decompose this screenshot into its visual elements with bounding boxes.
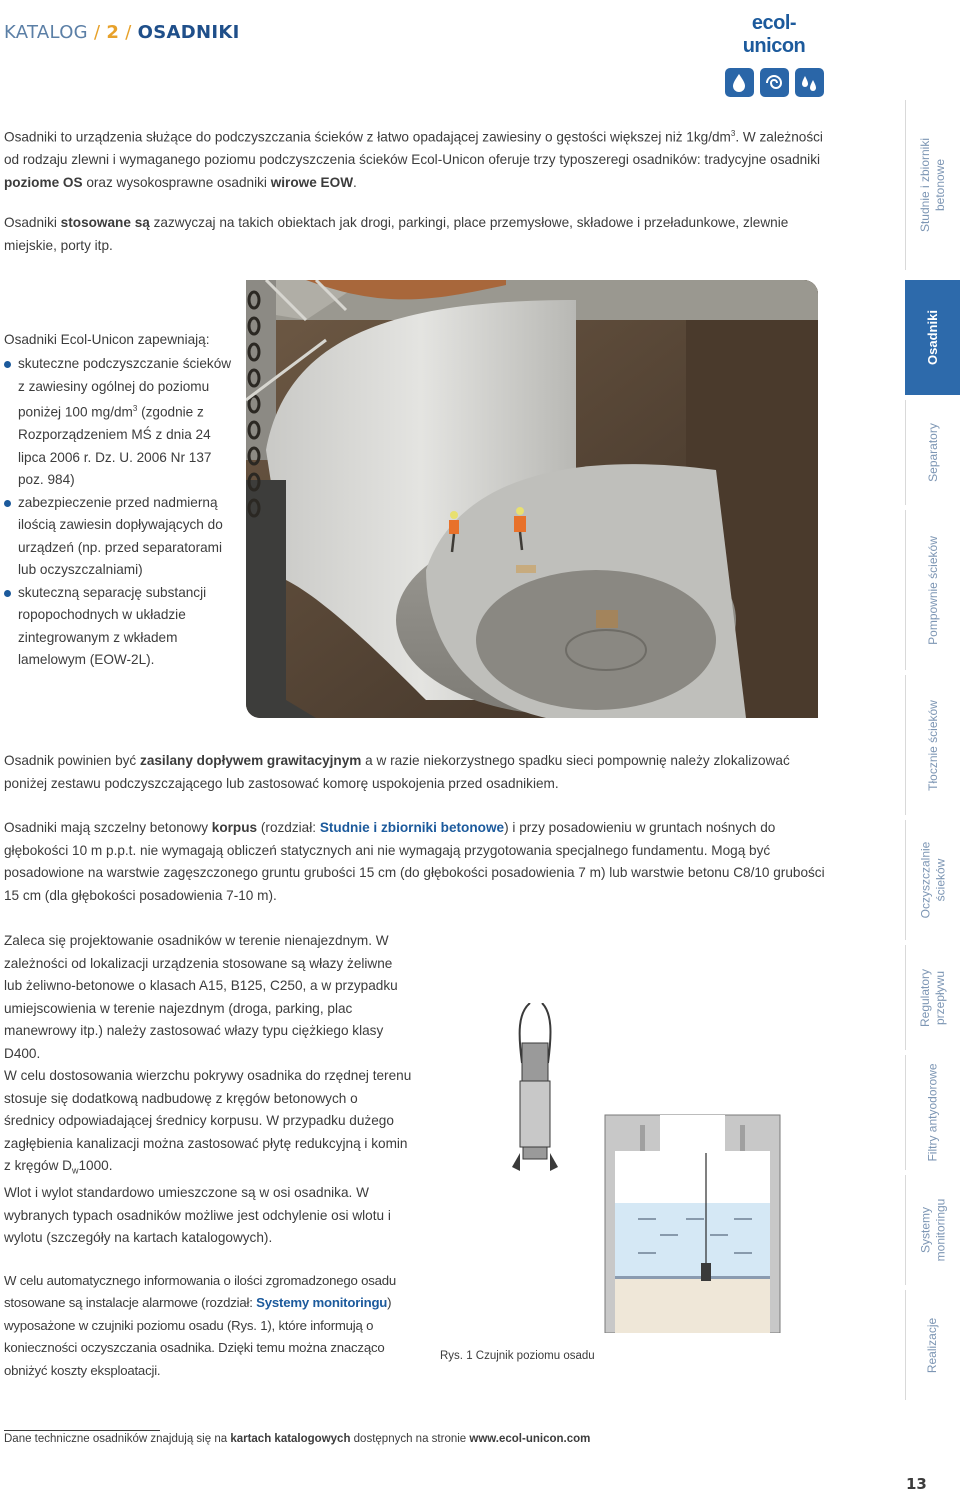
sludge-sensor-diagram <box>500 1003 810 1333</box>
body-paragraph-monitoring: W celu automatycznego informowania o ilości zgromadzonego osadu stosowane są instalacje alarmowe (rozdział: Systemy monitoringu) wyposażone w czujniki poziomu osadu (Rys. 1), które informują o konieczności oczyszczania osadnika. Dzięki temu można znacząco obniżyć koszty eksploatacji. <box>4 1272 397 1378</box>
website-link[interactable]: www.ecol-unicon.com <box>469 1433 591 1445</box>
installation-photo <box>246 280 818 718</box>
sidebar-item-filtry[interactable]: Filtry antyodorowe <box>905 1055 960 1170</box>
drops-icon <box>795 68 824 97</box>
footnote: Dane techniczne osadników znajdują się na kartach katalogowych dostępnych na stronie www.ecol-unicon.com <box>4 1433 591 1445</box>
water-drop-icon <box>725 68 754 97</box>
body-paragraph-nadbudowa: W celu dostosowania wierzchu pokrywy osadnika do rzędnej terenu stosuje się dodatkową nadbudowę z kręgów betonowych o średnicy odpowiadającej średnicy korpusu. W przypadku dużego zagłębienia kanalizacji można zastosować płytę redukcyjną i komin z kręgów $D_w1000$. <box>4 1068 412 1176</box>
logo-wordmark: ecol-unicon <box>742 12 806 57</box>
sidebar-item-tlocznie[interactable]: Tłocznie ścieków <box>905 675 960 815</box>
footnote-rule <box>4 1430 160 1431</box>
company-logo[interactable] <box>722 12 826 97</box>
crumb-catalog[interactable]: KATALOG <box>4 22 88 43</box>
advantages-list <box>4 353 232 672</box>
body-paragraph-korpus: Osadniki mają szczelny betonowy korpus (rozdział: Studnie i zbiorniki betonowe) i przy posadowieniu w gruntach nośnych do głębokości 10 m p.p.t. nie wymagają obliczeń statycznych ani nie wymagają przygotowania specjalnego fundamentu. Mogą być posadowione na warstwie zagęszczonego gruntu grubości 15 cm (do głębokości posadowienia 7 m) lub warstwie betonu C8/10 grubości 15 cm (dla głębokości posadowienia 7-10 m). <box>4 820 825 903</box>
list-item: skuteczne podczyszczanie ścieków z zawiesiny ogólnej do poziomu poniżej 100 $mg/dm^3$ (zgodnie z Rozporządzeniem MŚ z dnia 24 lipca 2006 r. Dz. U. 2006 Nr 137 poz. 984) <box>4 353 232 492</box>
body-paragraph-wlazy: Zaleca się projektowanie osadników w terenie nienajezdnym. W zależności od lokalizacji urządzenia stosowane są włazy żeliwne lub żeliwno-betonowe o klasach A15, B125, C250, a w przypadku umiejscowienia w terenie najezdnym (droga, parking, plac manewrowy itp.) należy zastosować włazy typu ciężkiego klasy D400. <box>4 933 398 1061</box>
left-column-text <box>4 930 412 1382</box>
list-item: zabezpieczenie przed nadmierną ilością zawiesin dopływających do urządzeń (np. przed separatorami lub oczyszczalniami) <box>4 492 232 582</box>
sidebar-item-realizacje[interactable]: Realizacje <box>905 1290 960 1400</box>
sidebar-item-separatory[interactable]: Separatory <box>905 400 960 505</box>
intro-paragraph-1: Osadniki to urządzenia służące do podczyszczania ścieków z łatwo opadającej zawiesiny o gęstości większej niż $1kg/dm^3$. W zależności od rodzaju zlewni i wymaganego poziomu podczyszczenia ścieków Ecol-Unicon oferuje trzy typoszeregi osadników: tradycyjne osadniki poziome OS oraz wysokosprawne osadniki wirowe EOW. <box>4 129 823 190</box>
page-header <box>0 0 960 90</box>
list-item: skuteczną separację substancji ropopochodnych w układzie zintegrowanym z wkładem lamelowym (EOW-2L). <box>4 582 232 672</box>
logo-icons <box>722 68 826 97</box>
sidebar-item-pompownie[interactable]: Pompownie ścieków <box>905 510 960 670</box>
sidebar-item-systemy[interactable]: Systemy monitoringu <box>905 1175 960 1285</box>
body-paragraph-gravity: Osadnik powinien być zasilany dopływem grawitacyjnym a w razie niekorzystnego spadku sieci pompownię należy zlokalizować poniżej zestawu podczyszczającego lub zastosować komorę uspokojenia przed osadnikiem. <box>4 753 790 791</box>
figure-caption: Rys. 1 Czujnik poziomu osadu <box>440 1350 595 1362</box>
crumb-separator: / <box>93 22 101 43</box>
swirl-icon <box>760 68 789 97</box>
crumb-separator: / <box>125 22 132 43</box>
chapter-sidebar <box>905 100 960 1420</box>
intro-paragraph-2: Osadniki stosowane są zazwyczaj na takich obiektach jak drogi, parkingi, place przemysłowe, składowe i przeładunkowe, zlewnie miejskie, porty itp. <box>4 215 789 253</box>
crumb-chapter-number: 2 <box>106 22 120 43</box>
page-number: 13 <box>906 1475 927 1493</box>
crumb-current: OSADNIKI <box>137 22 240 43</box>
sidebar-item-oczyszczalnie[interactable]: Oczyszczalnie ścieków <box>905 820 960 940</box>
breadcrumb <box>4 22 240 43</box>
sidebar-item-studnie[interactable]: Studnie i zbiorniki betonowe <box>905 100 960 270</box>
sidebar-item-osadniki[interactable]: Osadniki <box>905 280 960 395</box>
link-systemy-monitoringu[interactable]: Systemy monitoringu <box>256 1295 388 1311</box>
sidebar-item-regulatory[interactable]: Regulatory przepływu <box>905 945 960 1050</box>
body-paragraph-wlot: Wlot i wylot standardowo umieszczone są w osi osadnika. W wybranych typach osadników możliwe jest odchylenie osi wlotu i wylotu (szczegóły na kartach katalogowych). <box>4 1185 391 1246</box>
advantages-title: Osadniki Ecol-Unicon zapewniają: <box>4 332 210 347</box>
link-studnie[interactable]: Studnie i zbiorniki betonowe <box>319 820 505 835</box>
